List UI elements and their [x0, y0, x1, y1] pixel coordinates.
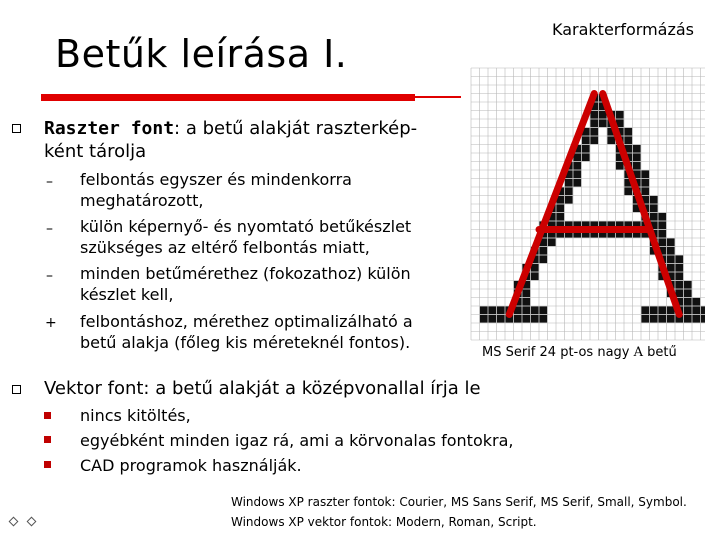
- raster-item-1-line2: meghatározott,: [80, 191, 204, 210]
- red-square-bullet-icon: [44, 412, 51, 419]
- bitmap-pixel: [565, 179, 573, 187]
- raster-item-3: [80, 263, 411, 305]
- raster-item-2: [80, 216, 411, 258]
- bitmap-pixel: [658, 315, 666, 323]
- bitmap-pixel: [480, 315, 488, 323]
- bitmap-pixel: [522, 289, 530, 297]
- bitmap-pixel: [573, 170, 581, 178]
- bitmap-pixel: [531, 264, 539, 272]
- bitmap-pixel: [667, 315, 675, 323]
- raster-item-1-line1: felbontás egyszer és mindenkorra: [80, 170, 352, 189]
- bitmap-pixel: [539, 315, 547, 323]
- figure-caption-suffix: betű: [643, 345, 677, 360]
- item-marker: –: [46, 268, 53, 284]
- bitmap-pixel: [633, 162, 641, 170]
- bitmap-pixel: [650, 315, 658, 323]
- section-label: Karakterformázás: [552, 20, 695, 39]
- diamond-icon: [27, 517, 37, 527]
- bitmap-pixel: [701, 315, 705, 323]
- bitmap-pixel: [531, 272, 539, 280]
- raster-heading-term: Raszter font: [44, 118, 175, 139]
- bitmap-pixel: [522, 298, 530, 306]
- bitmap-pixel: [684, 289, 692, 297]
- bitmap-pixel: [616, 111, 624, 119]
- vector-heading: Vektor font: a betű alakját a középvonallal írja le: [44, 378, 481, 399]
- bitmap-pixel: [480, 306, 488, 314]
- raster-item-2-line2: szükséges az eltérő felbontás miatt,: [80, 238, 370, 257]
- bitmap-pixel: [650, 213, 658, 221]
- bitmap-pixel: [684, 306, 692, 314]
- bitmap-pixel: [497, 306, 505, 314]
- bitmap-pixel: [675, 289, 683, 297]
- bitmap-pixel: [531, 315, 539, 323]
- bitmap-pixel: [650, 306, 658, 314]
- raster-heading: [44, 117, 464, 163]
- raster-item-1: [80, 169, 352, 211]
- bitmap-pixel: [590, 136, 598, 144]
- bitmap-pixel: [548, 238, 556, 246]
- bitmap-pixel: [667, 255, 675, 263]
- bitmap-pixel: [667, 238, 675, 246]
- bitmap-pixel: [590, 111, 598, 119]
- red-square-bullet-icon: [44, 436, 51, 443]
- bitmap-pixel: [675, 264, 683, 272]
- bitmap-pixel: [573, 179, 581, 187]
- bitmap-pixel: [701, 306, 705, 314]
- square-bullet-icon: [12, 385, 21, 394]
- bitmap-pixel: [684, 298, 692, 306]
- raster-item-3-line2: készlet kell,: [80, 285, 174, 304]
- bitmap-pixel: [658, 230, 666, 238]
- vector-item-1: nincs kitöltés,: [80, 406, 191, 425]
- bitmap-pixel: [658, 221, 666, 229]
- bitmap-pixel: [514, 315, 522, 323]
- raster-heading-line2: ként tárolja: [44, 141, 147, 162]
- bitmap-pixel: [582, 153, 590, 161]
- bitmap-pixel: [539, 306, 547, 314]
- bitmap-pixel: [675, 281, 683, 289]
- title-underline-thin: [415, 96, 461, 98]
- red-square-bullet-icon: [44, 461, 51, 468]
- bitmap-pixel: [539, 255, 547, 263]
- bitmap-pixel: [624, 187, 632, 195]
- bitmap-pixel: [633, 145, 641, 153]
- bitmap-pixel: [633, 153, 641, 161]
- footer-vector-fonts: Windows XP vektor fontok: Modern, Roman, Script.: [231, 515, 537, 529]
- bitmap-pixel: [658, 213, 666, 221]
- footer-raster-fonts: Windows XP raszter fontok: Courier, MS Sans Serif, MS Serif, Small, Symbol.: [231, 495, 687, 509]
- raster-heading-text: : a betű alakját raszterkép-: [174, 118, 418, 139]
- bitmap-pixel: [539, 247, 547, 255]
- bitmap-pixel: [658, 238, 666, 246]
- bitmap-pixel: [488, 306, 496, 314]
- bitmap-pixel: [624, 136, 632, 144]
- item-marker: +: [45, 315, 57, 331]
- bitmap-pixel: [556, 204, 564, 212]
- bitmap-pixel: [641, 315, 649, 323]
- bitmap-pixel: [522, 306, 530, 314]
- bitmap-pixel: [599, 111, 607, 119]
- item-marker: –: [46, 174, 53, 190]
- bitmap-pixel: [658, 306, 666, 314]
- bitmap-pixel: [488, 315, 496, 323]
- title-underline-bar: [41, 94, 415, 101]
- bitmap-pixel: [692, 315, 700, 323]
- bitmap-pixel: [573, 162, 581, 170]
- bitmap-pixel: [522, 315, 530, 323]
- raster-item-2-line1: külön képernyő- és nyomtató betűkészlet: [80, 217, 412, 236]
- slide-title: Betűk leírása I.: [55, 32, 348, 76]
- diamond-icon: [9, 517, 19, 527]
- bitmap-pixel: [650, 204, 658, 212]
- bitmap-pixel: [641, 170, 649, 178]
- bitmap-pixel: [590, 128, 598, 136]
- bitmap-pixel: [599, 119, 607, 127]
- bitmap-letter-figure: [467, 66, 705, 342]
- raster-item-4: [80, 311, 413, 353]
- bitmap-pixel: [582, 145, 590, 153]
- bitmap-pixel: [641, 306, 649, 314]
- bitmap-pixel: [650, 196, 658, 204]
- bitmap-pixel: [573, 153, 581, 161]
- figure-caption: [482, 345, 677, 360]
- raster-item-3-line1: minden betűmérethez (fokozathoz) külön: [80, 264, 411, 283]
- vector-item-2: egyébként minden igaz rá, ami a körvonalas fontokra,: [80, 431, 514, 450]
- bitmap-pixel: [692, 306, 700, 314]
- item-marker: –: [46, 221, 53, 237]
- figure-caption-letter: A: [633, 345, 644, 360]
- bitmap-pixel: [607, 136, 615, 144]
- raster-item-4-line2: betű alakja (főleg kis méreteknél fontos).: [80, 333, 411, 352]
- bitmap-pixel: [667, 264, 675, 272]
- bitmap-pixel: [556, 213, 564, 221]
- bitmap-pixel: [565, 187, 573, 195]
- bitmap-pixel: [667, 247, 675, 255]
- bitmap-pixel: [531, 306, 539, 314]
- bitmap-pixel: [624, 128, 632, 136]
- figure-caption-prefix: MS Serif 24 pt-os nagy: [482, 345, 634, 360]
- bitmap-pixel: [582, 136, 590, 144]
- bitmap-pixel: [675, 255, 683, 263]
- bitmap-pixel: [692, 298, 700, 306]
- square-bullet-icon: [12, 124, 21, 133]
- bitmap-pixel: [497, 315, 505, 323]
- bitmap-pixel: [641, 179, 649, 187]
- bitmap-pixel: [590, 119, 598, 127]
- vector-item-3: CAD programok használják.: [80, 456, 302, 475]
- bitmap-pixel: [675, 272, 683, 280]
- bitmap-pixel: [565, 196, 573, 204]
- bitmap-pixel: [641, 187, 649, 195]
- raster-item-4-line1: felbontáshoz, mérethez optimalizálható a: [80, 312, 413, 331]
- bitmap-pixel: [616, 162, 624, 170]
- bitmap-pixel: [684, 315, 692, 323]
- bitmap-pixel: [684, 281, 692, 289]
